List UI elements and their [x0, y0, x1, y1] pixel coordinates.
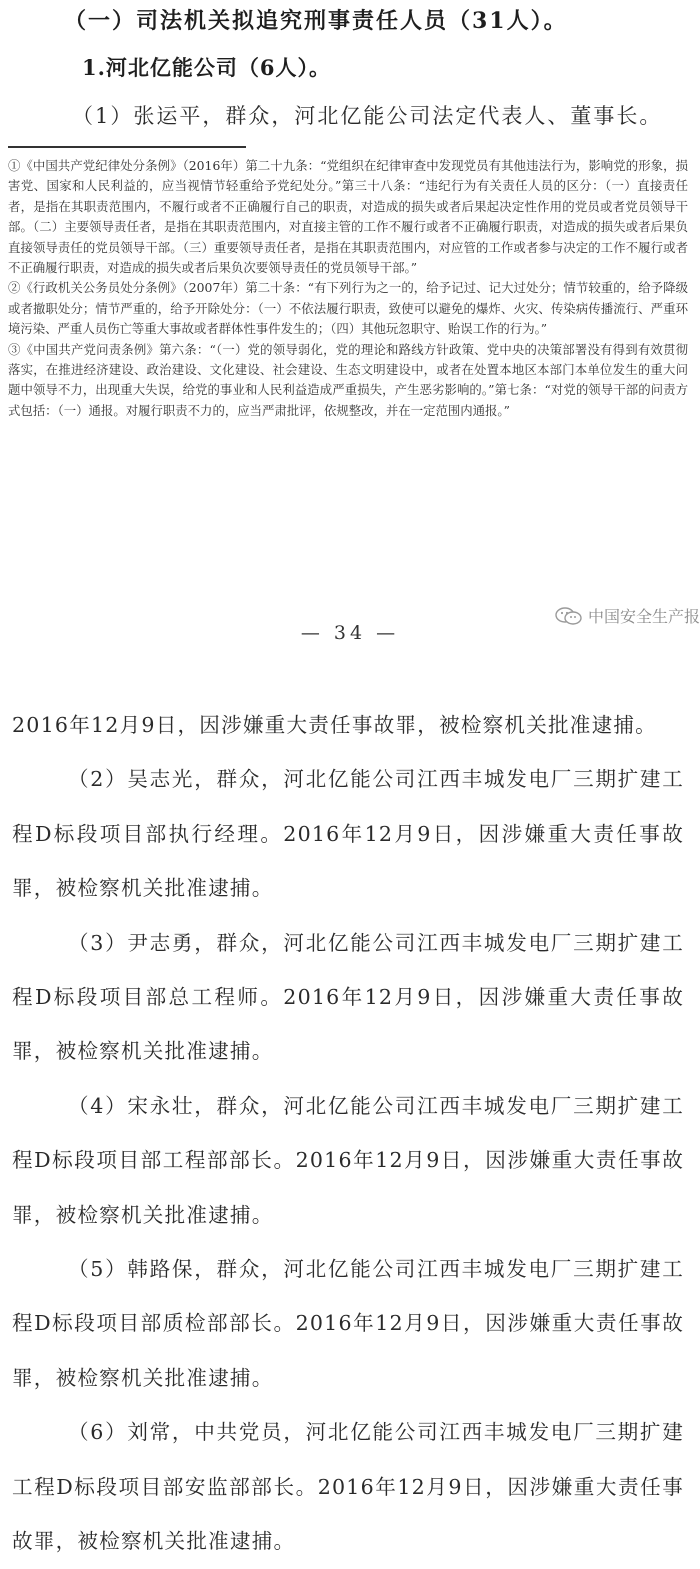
page-number: — 34 —: [300, 622, 400, 644]
footnote-2: ②《行政机关公务员处分条例》（2007年）第二十条：“有下列行为之一的，给予记过、记大过处分；情节较重的，给予降级或者撤职处分；情节严重的，给予开除处分：（一）不依法履行职责，致使可以避免的爆炸、火灾、传染病传播流行、严重环境污染、严重人员伤亡等重大事故或者群体性事件发生的；（四）其他玩忽职守、贻误工作的行为。”: [8, 280, 688, 337]
watermark-text: 中国安全生产报: [587, 607, 700, 626]
list-item-6: （6）刘常，中共党员，河北亿能公司江西丰城发电厂三期扩建工程D标段项目部安监部部长。2016年12月9日，因涉嫌重大责任事故罪，被检察机关批准逮捕。: [12, 1420, 684, 1554]
list-item-2: （2）吴志光，群众，河北亿能公司江西丰城发电厂三期扩建工程D标段项目部执行经理。2016年12月9日，因涉嫌重大责任事故罪，被检察机关批准逮捕。: [12, 767, 684, 901]
footnote-divider: [8, 146, 246, 148]
list-item-4: （4）宋永壮，群众，河北亿能公司江西丰城发电厂三期扩建工程D标段项目部工程部部长。2016年12月9日，因涉嫌重大责任事故罪，被检察机关批准逮捕。: [12, 1093, 684, 1227]
next-page-body: [12, 698, 684, 1569]
list-item-1-start: （1）张运平，群众，河北亿能公司法定代表人、董事长。: [72, 104, 663, 128]
footnote-1: ①《中国共产党纪律处分条例》（2016年）第二十九条：“党组织在纪律审查中发现党员有其他违法行为，影响党的形象，损害党、国家和人民利益的，应当视情节轻重给予党纪处分。”第三十八条：“违纪行为有关责任人员的区分：（一）直接责任者，是指在其职责范围内，不履行或者不正确履行自己的职责，对造成的损失或者后果起决定性作用的党员或者党员领导干部。（二）主要领导责任者，是指在其职责范围内，对直接主管的工作不履行或者不正确履行职责，对造成的损失或者后果负直接领导责任的党员领导干部。（三）重要领导责任者，是指在其职责范围内，对应管的工作或者参与决定的工作不履行或者不正确履行职责，对造成的损失或者后果负次要领导责任的党员领导干部。”: [8, 158, 688, 276]
footnotes: [8, 156, 688, 421]
section-heading: （一）司法机关拟追究刑事责任人员（31人）。: [64, 8, 568, 34]
footnote-3: ③《中国共产党问责条例》第六条：“（一）党的领导弱化，党的理论和路线方针政策、党中央的决策部署没有得到有效贯彻落实，在推进经济建设、政治建设、文化建设、社会建设、生态文明建设中，或者在处置本地区本部门本单位发生的重大问题中领导不力，出现重大失误，给党的事业和人民利益造成严重损失，产生恶劣影响的。”第七条：“对党的领导干部的问责方式包括：（一）通报。对履行职责不力的，应当严肃批评，依规整改，并在一定范围内通报。”: [8, 341, 688, 418]
paragraph-continuation: 2016年12月9日，因涉嫌重大责任事故罪，被检察机关批准逮捕。: [12, 713, 657, 737]
list-item-5: （5）韩路保，群众，河北亿能公司江西丰城发电厂三期扩建工程D标段项目部质检部部长。2016年12月9日，因涉嫌重大责任事故罪，被检察机关批准逮捕。: [12, 1257, 684, 1390]
previous-page: [0, 0, 700, 660]
list-item-3: （3）尹志勇，群众，河北亿能公司江西丰城发电厂三期扩建工程D标段项目部总工程师。2016年12月9日，因涉嫌重大责任事故罪，被检察机关批准逮捕。: [12, 930, 684, 1064]
company-heading: 1.河北亿能公司（6人）。: [82, 55, 332, 80]
